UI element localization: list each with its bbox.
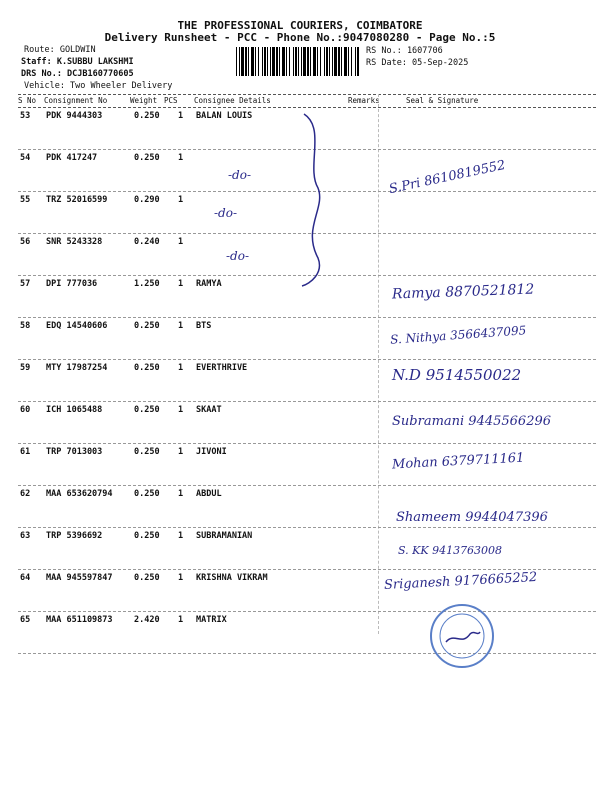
row-pcs: 1 (178, 573, 184, 583)
row-pcs: 1 (178, 111, 184, 121)
row-pcs: 1 (178, 279, 184, 289)
company-title: THE PROFESSIONAL COURIERS, COIMBATORE (177, 19, 423, 32)
col-consignment: Consignment No (44, 96, 108, 105)
row-pcs: 1 (178, 237, 184, 247)
row-sno: 58 (20, 321, 31, 331)
row-pcs: 1 (178, 363, 184, 373)
row-sno: 64 (20, 573, 31, 583)
col-pcs: PCS (164, 96, 178, 105)
row-consignee: RAMYA (196, 279, 222, 289)
signature-row-54: S.Pri 8610819552 (387, 157, 507, 198)
row-weight: 0.250 (134, 321, 160, 331)
row-consignment: TRP 5396692 (46, 531, 103, 541)
row-consignment: PDK 9444303 (46, 111, 103, 121)
signature-row-62: Shameem 9944047396 (396, 510, 548, 525)
row-weight: 0.250 (134, 573, 160, 583)
table-header (18, 94, 596, 108)
row-sno: 65 (20, 615, 31, 625)
ditto-mark: -do- (226, 249, 250, 263)
row-pcs: 1 (178, 405, 184, 415)
signature-row-59: N.D 9514550022 (392, 366, 522, 384)
row-weight: 0.250 (134, 489, 160, 499)
col-seal: Seal & Signature (406, 96, 479, 105)
row-consignment: TRZ 52016599 (46, 195, 108, 205)
col-consignee: Consignee Details (194, 96, 271, 105)
row-consignment: MAA 653620794 (46, 489, 113, 499)
row-consignment: SNR 5243328 (46, 237, 103, 247)
seal-stamp (428, 602, 496, 670)
row-sno: 55 (20, 195, 31, 205)
table-row (18, 527, 596, 570)
table-row (18, 611, 596, 654)
col-remarks: Remarks (348, 96, 380, 105)
row-weight: 0.250 (134, 363, 160, 373)
row-pcs: 1 (178, 489, 184, 499)
row-consignee: MATRIX (196, 615, 227, 625)
row-consignment: ICH 1065488 (46, 405, 103, 415)
row-weight: 0.290 (134, 195, 160, 205)
row-sno: 60 (20, 405, 31, 415)
row-pcs: 1 (178, 531, 184, 541)
row-sno: 53 (20, 111, 31, 121)
route-label: Route: GOLDWIN (24, 45, 96, 55)
vehicle-label: Vehicle: Two Wheeler Delivery (24, 81, 173, 91)
row-consignee: ABDUL (196, 489, 222, 499)
row-consignee: JIVONI (196, 447, 227, 457)
col-sno: S No (18, 96, 37, 105)
staff-label: Staff: K.SUBBU LAKSHMI (21, 57, 134, 67)
row-weight: 0.250 (134, 531, 160, 541)
row-sno: 57 (20, 279, 31, 289)
row-weight: 1.250 (134, 279, 160, 289)
runsheet-subtitle: Delivery Runsheet - PCC - Phone No.:9047080280 - Page No.:5 (104, 31, 496, 44)
row-weight: 0.250 (134, 405, 160, 415)
row-pcs: 1 (178, 321, 184, 331)
row-consignment: DPI 777036 (46, 279, 98, 289)
rs-date: RS Date: 05-Sep-2025 (366, 58, 469, 68)
row-weight: 0.240 (134, 237, 160, 247)
signature-row-57: Ramya 8870521812 (391, 281, 535, 303)
row-sno: 63 (20, 531, 31, 541)
ditto-mark: -do- (228, 168, 252, 182)
row-sno: 54 (20, 153, 31, 163)
row-consignee: EVERTHRIVE (196, 363, 248, 373)
signature-row-61: Mohan 6379711161 (391, 450, 525, 473)
row-pcs: 1 (178, 153, 184, 163)
row-consignee: BTS (196, 321, 212, 331)
row-sno: 59 (20, 363, 31, 373)
row-sno: 62 (20, 489, 31, 499)
row-weight: 0.250 (134, 447, 160, 457)
row-sno: 61 (20, 447, 31, 457)
row-consignment: MTY 17987254 (46, 363, 108, 373)
row-consignment: PDK 417247 (46, 153, 98, 163)
row-consignee: KRISHNA VIKRAM (196, 573, 268, 583)
ditto-mark: -do- (214, 206, 238, 220)
signature-row-60: Subramani 9445566296 (392, 414, 552, 429)
signature-row-58: S. Nithya 3566437095 (389, 323, 527, 347)
curly-brace-mark (296, 108, 336, 288)
row-consignment: MAA 651109873 (46, 615, 113, 625)
row-weight: 0.250 (134, 153, 160, 163)
row-consignee: BALAN LOUIS (196, 111, 253, 121)
row-pcs: 1 (178, 447, 184, 457)
row-sno: 56 (20, 237, 31, 247)
barcode-image (236, 47, 362, 76)
row-consignment: TRP 7013003 (46, 447, 103, 457)
row-weight: 2.420 (134, 615, 160, 625)
signature-row-63: S. KK 9413763008 (398, 544, 503, 557)
signature-row-64: Sriganesh 9176665252 (383, 569, 538, 594)
row-consignment: MAA 945597847 (46, 573, 113, 583)
rs-number: RS No.: 1607706 (366, 46, 443, 56)
col-weight: Weight (130, 96, 158, 105)
row-consignee: SKAAT (196, 405, 222, 415)
drs-number: DRS No.: DCJB160770605 (21, 69, 134, 79)
row-consignee: SUBRAMANIAN (196, 531, 253, 541)
row-pcs: 1 (178, 615, 184, 625)
row-weight: 0.250 (134, 111, 160, 121)
row-consignment: EDQ 14540606 (46, 321, 108, 331)
row-pcs: 1 (178, 195, 184, 205)
